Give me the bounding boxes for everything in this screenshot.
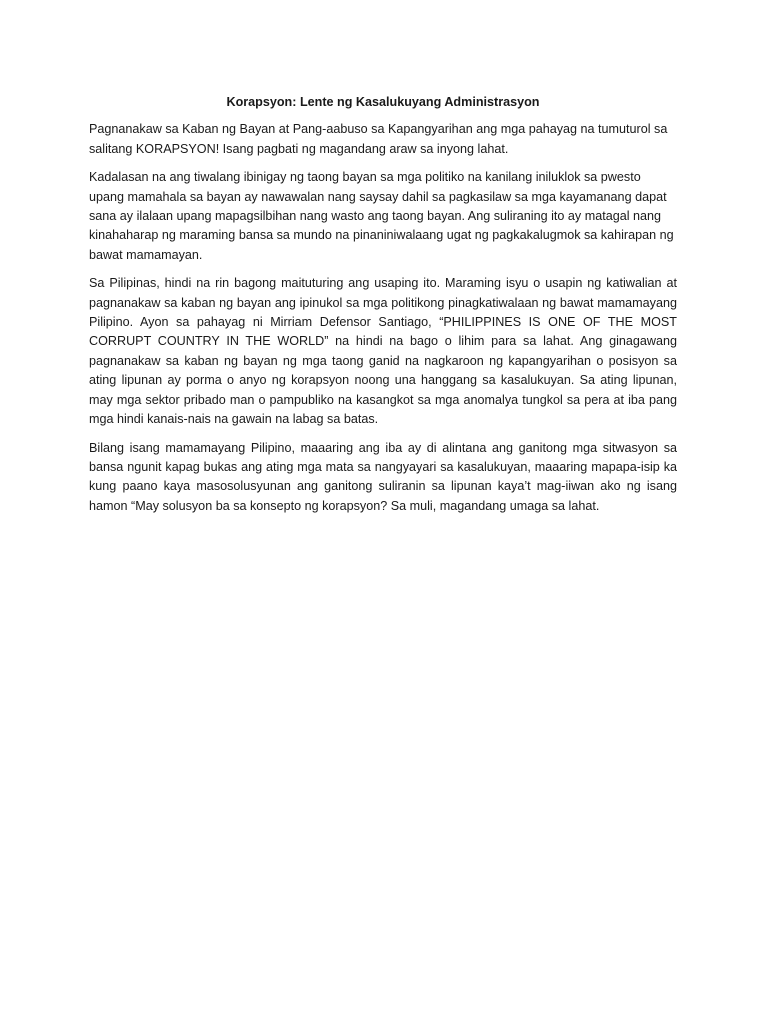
paragraph-2: Kadalasan na ang tiwalang ibinigay ng taong bayan sa mga politiko na kanilang iniluklok sa pwesto upang mamahala sa bayan ay nawawalan nang saysay dahil sa pagkasilaw sa mga kayamanang dapat sana ay ilalaan upang mapagsilbihan nang wasto ang taong bayan. Ang suliraning ito ay matagal nang kinahaharap ng maraming bansa sa mundo na pinaniniwalaang ugat ng pagkakalugmok sa kahirapan ng bawat mamamayan. — [89, 170, 674, 262]
document-body — [89, 93, 677, 525]
paragraph-3: Sa Pilipinas, hindi na rin bagong maituturing ang usaping ito. Maraming isyu o usapin ng katiwalian at pagnanakaw sa kaban ng bayan ang ipinukol sa mga politikong pinagkatiwalaan ng bawat mamamayang Pilipino. Ayon sa pahayag ni Mirriam Defensor Santiago, “PHILIPPINES IS ONE OF THE MOST CORRUPT COUNTRY IN THE WORLD” na hindi na bago o lihim para sa lahat. Ang ginagawang pagnanakaw sa kaban ng bayan ng mga taong ganid na nagkaroon ng kapangyarihan o posisyon sa ating lipunan ay porma o anyo ng korapsyon noong una hanggang sa kasalukuyan. Sa ating lipunan, may mga sektor pribado man o pampubliko na kasangkot sa mga anomalya tungkol sa pera at iba pang mga hindi kanais-nais na gawain na labag sa batas. — [89, 276, 677, 427]
paragraph-4: Bilang isang mamamayang Pilipino, maaaring ang iba ay di alintana ang ganitong mga sitwasyon sa bansa ngunit kapag bukas ang ating mga mata sa nangyayari sa kasalukuyan, maaaring mapapa-isip ka kung paano kaya masosolusyunan ang ganitong suliranin sa lipunan kaya’t mag-iiwan ako ng isang hamon “May solusyon ba sa konsepto ng korapsyon? Sa muli, magandang umaga sa lahat. — [89, 440, 677, 513]
document-title: Korapsyon: Lente ng Kasalukuyang Administrasyon — [226, 95, 540, 109]
paragraph-1: Pagnanakaw sa Kaban ng Bayan at Pang-aabuso sa Kapangyarihan ang mga pahayag na tumuturol sa salitang KORAPSYON! Isang pagbati ng magandang araw sa inyong lahat. — [89, 122, 668, 156]
